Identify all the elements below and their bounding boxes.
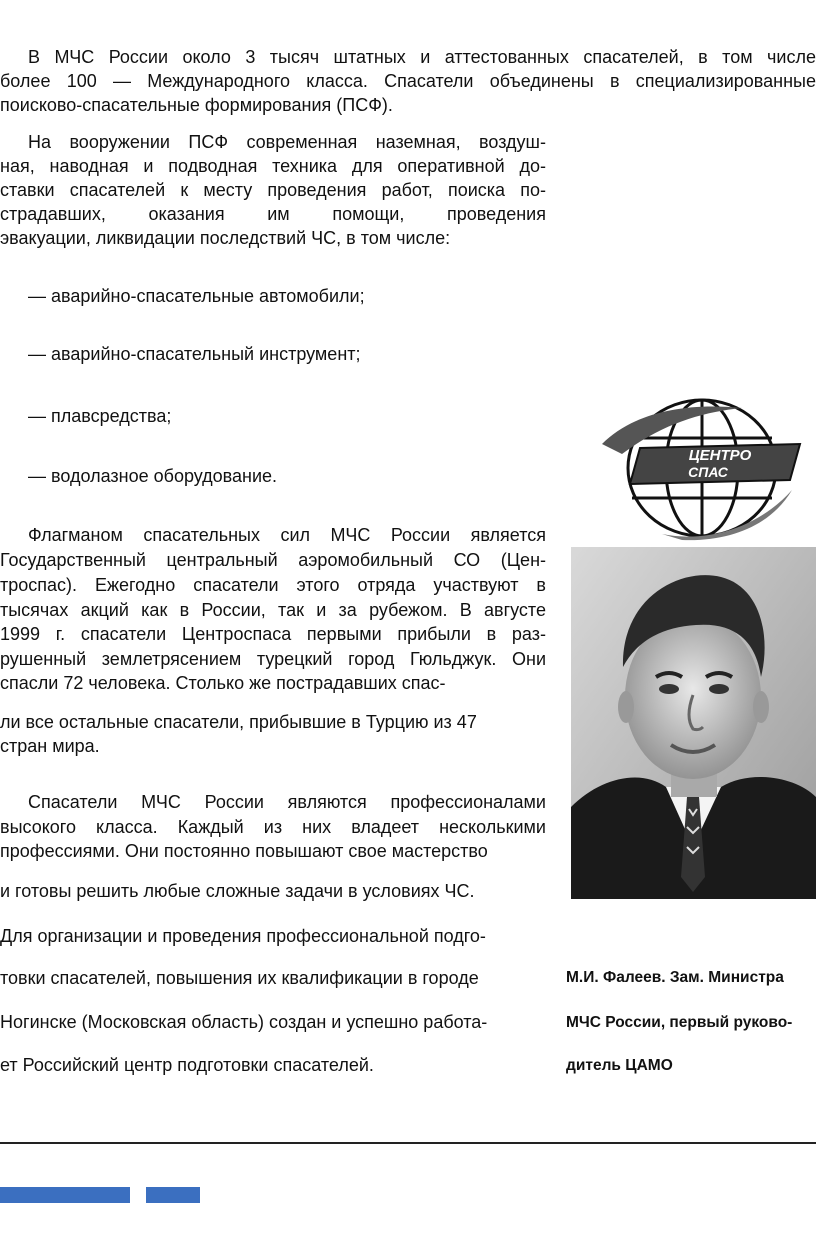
- para3-line-5: 1999 г. спасатели Центроспаса первыми прибыли в раз-: [0, 624, 546, 644]
- para2-line-4: страдавших, оказания им помощи, проведения: [0, 204, 546, 224]
- footer-bar-1: [0, 1187, 130, 1203]
- para3-line-4: тысячах акций как в России, так и за рубежом. В августе: [0, 600, 546, 620]
- para4-line-8: ет Российский центр подготовки спасателей.: [0, 1055, 374, 1075]
- para4-line-3: профессиями. Они постоянно повышают свое мастерство: [0, 841, 488, 861]
- para4-line-7: Ногинске (Московская область) создан и успешно работа-: [0, 1012, 488, 1032]
- para3-line-2: Государственный центральный аэромобильный СО (Цен-: [0, 550, 546, 570]
- para1-line-1: В МЧС России около 3 тысяч штатных и аттестованных спасателей, в том числе: [28, 47, 816, 67]
- para4-line-4: и готовы решить любые сложные задачи в условиях ЧС.: [0, 881, 475, 901]
- para1-line-3: поисково-спасательные формирования (ПСФ).: [0, 95, 393, 115]
- photo-caption-line-3: дитель ЦАМО: [566, 1057, 673, 1074]
- footer-rule: [0, 1142, 816, 1144]
- para2-line-3: ставки спасателей к месту проведения работ, поиска по-: [0, 180, 546, 200]
- logo-text-1: ЦЕНТРО: [688, 447, 752, 464]
- para3-line-3: троспас). Ежегодно спасатели этого отряда участвуют в: [0, 575, 546, 595]
- photo-caption-line-1: М.И. Фалеев. Зам. Министра: [566, 969, 784, 986]
- para3-line-1: Флагманом спасательных сил МЧС России является: [28, 525, 546, 545]
- para2-line-2: ная, наводная и подводная техника для оперативной до-: [0, 156, 546, 176]
- para3-line-6: рушенный землетрясением турецкий город Гюльджук. Они: [0, 649, 546, 669]
- para4-line-1: Спасатели МЧС России являются профессионалами: [28, 792, 546, 812]
- photo-caption-line-2: МЧС России, первый руково-: [566, 1014, 793, 1031]
- para3-line-7: спасли 72 человека. Столько же пострадавших спас-: [0, 673, 446, 693]
- list-item-1: — аварийно-спасательные автомобили;: [28, 286, 365, 306]
- para2-line-5: эвакуации, ликвидации последствий ЧС, в том числе:: [0, 228, 451, 248]
- para2-line-1: На вооружении ПСФ современная наземная, воздуш-: [28, 132, 546, 152]
- para4-line-6: товки спасателей, повышения их квалификации в городе: [0, 968, 479, 988]
- centrospas-logo: [592, 394, 804, 542]
- para3b-line-1: ли все остальные спасатели, прибывшие в Турцию из 47: [0, 712, 477, 732]
- para1-line-2: более 100 — Международного класса. Спасатели объединены в специализированные: [0, 71, 816, 91]
- list-item-4: — водолазное оборудование.: [28, 466, 278, 486]
- logo-text-2: СПАС: [688, 464, 728, 480]
- para4-line-2: высокого класса. Каждый из них владеет несколькими: [0, 817, 546, 837]
- para4-line-5: Для организации и проведения профессиональной подго-: [0, 926, 486, 946]
- para3b-line-2: стран мира.: [0, 736, 100, 756]
- list-item-2: — аварийно-спасательный инструмент;: [28, 344, 361, 364]
- portrait-photo: [571, 547, 816, 899]
- footer-bar-2: [146, 1187, 200, 1203]
- list-item-3: — плавсредства;: [28, 406, 172, 426]
